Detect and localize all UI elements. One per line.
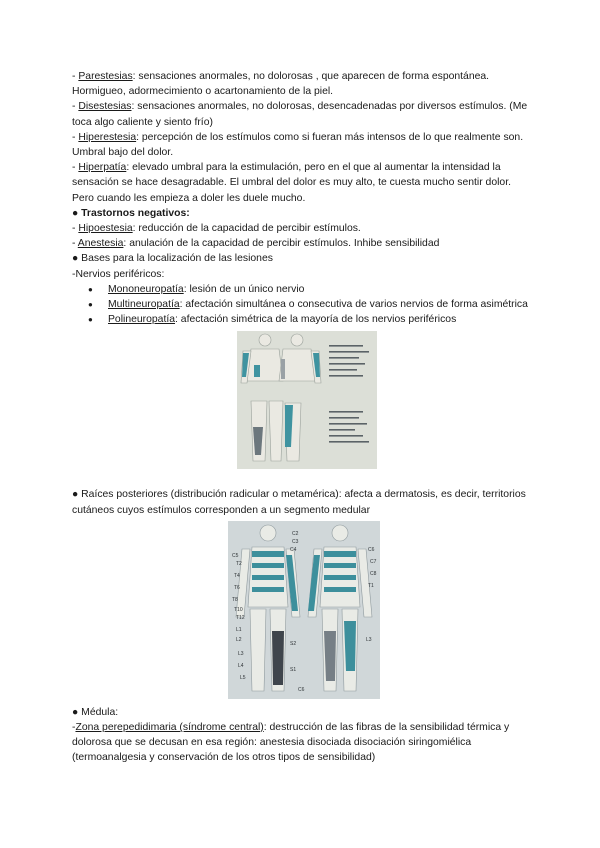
term-hipoestesia: Hipoestesia [78, 223, 133, 235]
paragraph-hiperestesia: - Hiperestesia: percepción de los estímulos como si fueran más intensos de lo que realmente son. Umbral bajo del dolor. [72, 131, 524, 159]
dermatome-label: T8 [232, 596, 238, 603]
dermatome-label: T10 [234, 606, 243, 613]
heading-bases-localizacion: ● Bases para la localización de las lesiones [72, 253, 273, 265]
term-parestesias: Parestesias [78, 71, 133, 82]
list-item-mononeuropatia: ● Mononeuropatía: lesión de un único nervio [72, 282, 534, 297]
dermatome-label: L4 [238, 662, 244, 669]
dermatome-label: C4 [290, 546, 297, 553]
dermatome-label: C2 [292, 530, 299, 537]
dermatome-label: C5 [232, 552, 239, 559]
paragraph-hipoestesia: - Hipoestesia: reducción de la capacidad de percibir estímulos. [72, 223, 361, 235]
paragraph-disestesias: - Disestesias: sensaciones anormales, no dolorosas, desencadenadas por diversos estímulos. (Me toca algo caliente y siento frío) [72, 101, 528, 128]
heading-medula: ● Médula: [72, 706, 119, 718]
dermatome-label: T6 [234, 584, 240, 591]
dermatome-label: C6 [368, 546, 375, 553]
dermatome-label: T2 [236, 560, 242, 567]
dermatome-label: L1 [236, 626, 242, 633]
dermatome-label: L5 [240, 674, 246, 681]
heading-trastornos-negativos: ● Trastornos negativos: [72, 207, 190, 219]
dermatome-label: C6 [298, 686, 305, 693]
dermatome-label: T4 [234, 572, 240, 579]
term-anestesia: Anestesia [77, 238, 124, 250]
document-page [72, 69, 534, 766]
dermatome-label: T1 [368, 582, 374, 589]
list-item-multineuropatia: ● Multineuropatía: afectación simultánea o consecutiva de varios nervios de forma asimétrica [72, 297, 534, 312]
dermatome-label: L3 [366, 636, 372, 643]
dermatome-label: T12 [236, 614, 245, 621]
term-hiperpatia: Hiperpatía [78, 162, 127, 174]
paragraph-zona-perepedidimaria: -Zona perepedidimaria (síndrome central): destrucción de las fibras de la sensibilidad térmica y dolorosa que se decusan en esa región: anestesia disociada disociación siringomiélica (termoanalgesia y conservación de los otros tipos de sensibilidad) [72, 722, 510, 764]
term-zona-perepedidimaria: Zona perepedidimaria (síndrome central) [75, 722, 264, 734]
paragraph-anestesia: - Anestesia: anulación de la capacidad de percibir estímulos. Inhibe sensibilidad [72, 238, 440, 250]
heading-nervios-perifericos: -Nervios periféricos: [72, 268, 165, 280]
term-hiperestesia: Hiperestesia [78, 131, 137, 143]
paragraph-hiperpatia: - Hiperpatía: elevado umbral para la estimulación, pero en el que al aumentar la intensidad la sensación se hace desagradable. El umbral del dolor es muy alto, te cuesta mucho sentir dolor. Pero cuando les empieza a doler les duele mucho. [72, 162, 511, 204]
dermatome-label: C3 [292, 538, 299, 545]
dermatome-label: C8 [370, 570, 377, 577]
list-item-polineuropatia: ● Polineuropatía: afectación simétrica de la mayoría de los nervios periféricos [72, 312, 534, 327]
dermatomes-figure [228, 521, 380, 699]
dermatome-label: S1 [290, 666, 297, 673]
neuropathy-list [72, 282, 534, 328]
dermatome-label: L3 [238, 650, 244, 657]
dermatome-label: L2 [236, 636, 242, 643]
peripheral-nerves-figure [237, 331, 377, 469]
dermatome-label: C7 [370, 558, 377, 565]
paragraph-parestesias: - Parestesias: sensaciones anormales, no dolorosas , que aparecen de forma espontánea. Hormigueo, adormecimiento o acartonamiento de la piel. [72, 71, 490, 98]
dermatome-label: S2 [290, 640, 297, 647]
paragraph-raices-posteriores: ● Raíces posteriores (distribución radicular o metamérica): afecta a dermatosis, es decir, territorios cutáneos cuyos estímulos corresponden a un segmento medular [72, 489, 526, 516]
term-disestesias: Disestesias [78, 101, 132, 113]
